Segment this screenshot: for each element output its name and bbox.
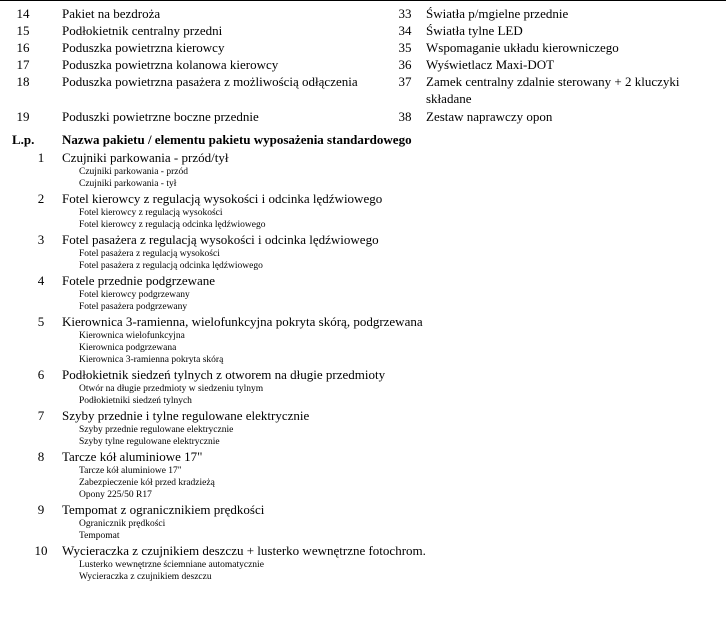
package-row <box>0 542 726 559</box>
item-number: 36 <box>398 57 412 72</box>
package-element: Otwór na długie przedmioty w siedzeniu tylnym <box>79 384 264 394</box>
package-row <box>0 407 726 424</box>
package-block <box>0 366 726 407</box>
package-number: 9 <box>37 502 45 517</box>
package-number: 10 <box>34 543 48 558</box>
item-text: Zamek centralny zdalnie sterowany + 2 kluczyki składane <box>426 74 680 106</box>
package-name: Fotel pasażera z regulacją wysokości i odcinka lędźwiowego <box>62 232 379 247</box>
package-element: Lusterko wewnętrzne ściemniane automatycznie <box>79 560 264 570</box>
package-block <box>0 542 726 583</box>
package-element: Kierownica 3-ramienna pokryta skórą <box>79 355 224 365</box>
package-name: Fotel kierowcy z regulacją wysokości i odcinka lędźwiowego <box>62 191 383 206</box>
lp-column-header: L.p. <box>12 132 35 147</box>
item-text: Poduszki powietrzne boczne przednie <box>62 109 259 124</box>
top-rule <box>0 0 726 1</box>
item-text: Wyświetlacz Maxi-DOT <box>426 57 555 72</box>
list-item <box>0 108 726 125</box>
package-number: 6 <box>37 367 45 382</box>
package-element: Fotel pasażera z regulacją wysokości <box>79 249 220 259</box>
package-row <box>0 231 726 248</box>
item-text: Wspomaganie układu kierowniczego <box>426 40 619 55</box>
package-row <box>0 272 726 289</box>
item-number: 17 <box>16 57 30 72</box>
package-name: Podłokietnik siedzeń tylnych z otworem na długie przedmioty <box>62 367 386 382</box>
package-element: Fotel kierowcy z regulacją odcinka lędźwiowego <box>79 220 266 230</box>
package-block <box>0 149 726 190</box>
package-row <box>0 190 726 207</box>
item-text: Poduszka powietrzna pasażera z możliwością odłączenia <box>62 74 358 89</box>
package-block <box>0 448 726 501</box>
package-block <box>0 231 726 272</box>
item-number: 16 <box>16 40 30 55</box>
item-number: 38 <box>398 109 412 124</box>
package-element: Podłokietniki siedzeń tylnych <box>79 396 192 406</box>
package-number: 4 <box>37 273 45 288</box>
list-item <box>0 56 726 73</box>
package-element: Tarcze kół aluminiowe 17" <box>79 466 182 476</box>
item-text: Poduszka powietrzna kierowcy <box>62 40 225 55</box>
list-item <box>0 73 726 108</box>
list-item <box>0 22 726 39</box>
package-name: Czujniki parkowania - przód/tył <box>62 150 229 165</box>
item-number: 37 <box>398 74 412 89</box>
package-name: Tarcze kół aluminiowe 17" <box>62 449 203 464</box>
item-text: Zestaw naprawczy opon <box>426 109 553 124</box>
package-row <box>0 448 726 465</box>
package-element: Wycieraczka z czujnikiem deszczu <box>79 572 212 582</box>
package-block <box>0 313 726 366</box>
package-element: Fotel pasażera podgrzewany <box>79 302 188 312</box>
item-number: 35 <box>398 40 412 55</box>
package-element: Kierownica podgrzewana <box>79 343 177 353</box>
package-name: Szyby przednie i tylne regulowane elektrycznie <box>62 408 310 423</box>
package-name-column-header: Nazwa pakietu / elementu pakietu wyposażenia standardowego <box>62 132 412 147</box>
package-number: 2 <box>37 191 45 206</box>
package-name: Tempomat z ogranicznikiem prędkości <box>62 502 265 517</box>
package-block <box>0 407 726 448</box>
package-number: 7 <box>37 408 45 423</box>
package-element: Fotel kierowcy z regulacją wysokości <box>79 208 223 218</box>
package-block <box>0 190 726 231</box>
item-number: 33 <box>398 6 412 21</box>
package-element: Kierownica wielofunkcyjna <box>79 331 185 341</box>
package-element: Czujniki parkowania - tył <box>79 179 177 189</box>
package-element: Czujniki parkowania - przód <box>79 167 188 177</box>
package-element: Fotel kierowcy podgrzewany <box>79 290 190 300</box>
package-element: Tempomat <box>79 531 120 541</box>
package-row <box>0 149 726 166</box>
package-block <box>0 501 726 542</box>
package-element: Zabezpieczenie kół przed kradzieżą <box>79 478 215 488</box>
item-number: 19 <box>16 109 30 124</box>
standard-equipment-list <box>0 5 726 125</box>
item-text: Podłokietnik centralny przedni <box>62 23 223 38</box>
package-row <box>0 501 726 518</box>
package-row <box>0 313 726 330</box>
package-element: Szyby tylne regulowane elektrycznie <box>79 437 220 447</box>
package-name: Wycieraczka z czujnikiem deszczu + lusterko wewnętrzne fotochrom. <box>62 543 426 558</box>
item-number: 15 <box>16 23 30 38</box>
package-element: Fotel pasażera z regulacją odcinka lędźwiowego <box>79 261 263 271</box>
list-item <box>0 39 726 56</box>
package-number: 8 <box>37 449 45 464</box>
package-number: 3 <box>37 232 45 247</box>
item-text: Poduszka powietrzna kolanowa kierowcy <box>62 57 279 72</box>
package-block <box>0 272 726 313</box>
item-number: 18 <box>16 74 30 89</box>
package-element: Szyby przednie regulowane elektrycznie <box>79 425 234 435</box>
list-item <box>0 5 726 22</box>
package-element: Opony 225/50 R17 <box>79 490 152 500</box>
item-text: Światła tylne LED <box>426 23 523 38</box>
package-number: 1 <box>37 150 45 165</box>
item-number: 14 <box>16 6 30 21</box>
item-text: Pakiet na bezdroża <box>62 6 161 21</box>
item-text: Światła p/mgielne przednie <box>426 6 569 21</box>
package-name: Fotele przednie podgrzewane <box>62 273 216 288</box>
packages-list <box>0 149 726 583</box>
package-name: Kierownica 3-ramienna, wielofunkcyjna pokryta skórą, podgrzewana <box>62 314 423 329</box>
package-element: Ogranicznik prędkości <box>79 519 166 529</box>
item-number: 34 <box>398 23 412 38</box>
package-row <box>0 366 726 383</box>
package-number: 5 <box>37 314 45 329</box>
